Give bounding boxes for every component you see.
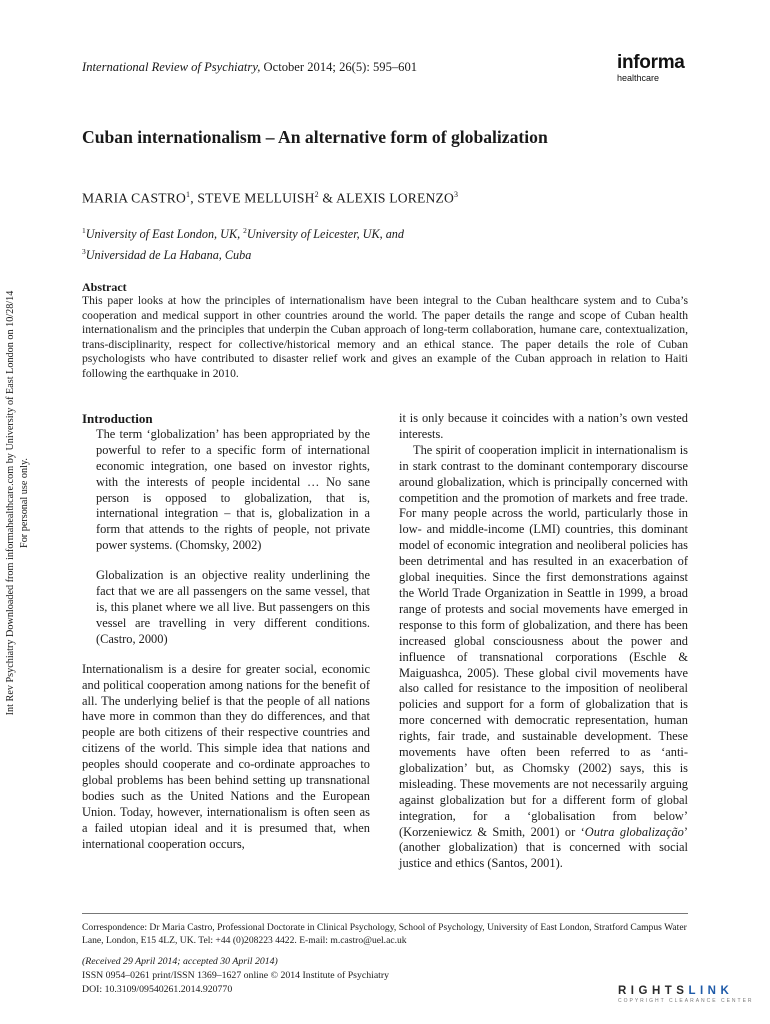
- author-name: STEVE MELLUISH: [197, 190, 315, 206]
- body-text: ’ (another globalization) that is concerned with social justice and ethics (Santos, 2001).: [399, 824, 688, 871]
- author-affiliation-mark: 3: [454, 190, 459, 199]
- body-text-italic: Outra globalização: [584, 824, 684, 839]
- author-separator: &: [318, 190, 337, 206]
- download-watermark-line2: For personal use only.: [19, 458, 30, 548]
- affiliations: [82, 222, 404, 264]
- article-title: Cuban internationalism – An alternative form of globalization: [82, 127, 548, 147]
- rightslink-word-link: LINK: [688, 985, 734, 997]
- affiliation-mark: 3: [82, 247, 86, 257]
- body-paragraph-continued: it is only because it coincides with a nation’s own vested interests.: [399, 411, 688, 441]
- author-name: MARIA CASTRO: [82, 190, 186, 206]
- body-text: The spirit of cooperation implicit in internationalism is in stark contrast to the dominant contemporary discourse around globalization, which is principally concerned with competition and the promotion of markets and free trade. For many people across the world, particularly those in low- and middle-income (LMI) countries, this dominant model of economic integration and neoliberal policies has been detrimental and has resulted in an exacerbation of global inequities. Since the first demonstrations against the World Trade Organization in Seattle in 1999, a broad range of protests and social movements have emerged in response to this form of globalization, and there has been increased global consciousness about the power and influence of transnational corporations (Eschle & Maiguashca, 2005). These global civil movements have also called for resistance to the imposition of neoliberal policies and support for a form of globalization that is more concerned with democratic representation, human rights, fair trade, and sustainable development. These movements have often been referred to as ‘anti-globalization’ but, as Chomsky (2002) says, this is misleading. These movements are not necessarily arguing against globalization but for a different form of global integration, for a ‘globalisation from below’ (Korzeniewicz & Smith, 2001) or ‘: [399, 442, 688, 839]
- rightslink-logo: [618, 985, 754, 1004]
- affiliation-mark: 2: [243, 226, 247, 235]
- rightslink-word-rights: RIGHTS: [618, 985, 689, 997]
- journal-citation: [82, 60, 417, 75]
- abstract-heading: Abstract: [82, 280, 127, 294]
- right-column: [399, 411, 688, 872]
- affiliation-mark: 1: [82, 226, 86, 235]
- affiliation-text: University of Leicester, UK, and: [246, 227, 404, 242]
- footnote-divider: [82, 913, 688, 914]
- section-heading-introduction: Introduction: [82, 411, 153, 426]
- left-column: [82, 411, 370, 853]
- author-affiliation-mark: 2: [314, 190, 319, 199]
- affiliation-text: University of East London, UK,: [85, 227, 244, 242]
- journal-details: October 2014; 26(5): 595–601: [260, 60, 418, 74]
- author-list: [82, 190, 458, 207]
- abstract-body: This paper looks at how the principles of internationalism have been integral to the Cuban healthcare system and to Cuba’s cooperation and medical support in other countries around the world. The paper details the range and scope of Cuban health internationalism and the principles that underpin the Cuban approach of long-term collaboration, humane care, contextualization, trans-disciplinarity, respect for collective/historical memory and an ethical stance. The paper details the role of Cuban psychologists who have contributed to disaster relief work and gives an example of the Cuban approach in relation to Haiti following the earthquake in 2010.: [82, 294, 688, 380]
- epigraph-quote-chomsky: The term ‘globalization’ has been appropriated by the powerful to refer to a specific form of international economic integration, one based on investor rights, with the interests of people incidental … No sane person is opposed to globalization, that is, international integration – that is, globalization in a form that attends to the rights of people, not private power systems. (Chomsky, 2002): [96, 426, 370, 553]
- publisher-logo: [617, 53, 685, 83]
- correspondence-note: Correspondence: Dr Maria Castro, Professional Doctorate in Clinical Psychology, School of Psychology, University of East London, Stratford Campus Water Lane, London, E15 4LZ, UK. Tel: +44 (0)208223 4422. E-mail: m.castro@uel.ac.uk: [82, 922, 687, 946]
- epigraph-quote-castro: Globalization is an objective reality underlining the fact that we are all passengers on the same vessel, that is, this planet where we all live. But passengers on this vessel are travelling in very different conditions. (Castro, 2000): [96, 568, 370, 646]
- publisher-logo-subtext: healthcare: [617, 73, 660, 83]
- affiliation-text: Universidad de La Habana, Cuba: [85, 248, 252, 263]
- affiliation-line: [82, 243, 404, 264]
- rightslink-tagline: COPYRIGHT CLEARANCE CENTER: [618, 998, 754, 1004]
- author-name: ALEXIS LORENZO: [336, 190, 455, 206]
- doi-line: DOI: 10.3109/09540261.2014.920770: [82, 984, 233, 995]
- body-paragraph: [399, 443, 688, 872]
- author-affiliation-mark: 1: [186, 190, 191, 199]
- received-dates: (Received 29 April 2014; accepted 30 April 2014): [82, 956, 278, 967]
- journal-name: International Review of Psychiatry,: [82, 60, 261, 74]
- download-watermark-line1: Int Rev Psychiatry Downloaded from informahealthcare.com by University of East London on 10/28/14: [5, 290, 16, 716]
- issn-line: ISSN 0954–0261 print/ISSN 1369–1627 online © 2014 Institute of Psychiatry: [82, 970, 390, 981]
- author-separator: ,: [190, 190, 198, 206]
- download-watermark: [0, 288, 32, 718]
- affiliation-line: [82, 222, 404, 243]
- publisher-logo-text: informa: [617, 52, 685, 73]
- rightslink-wordmark: [618, 985, 754, 997]
- body-paragraph: Internationalism is a desire for greater social, economic and political cooperation among nations for the benefit of all. The underlying belief is that the people of all nations have more in common than they do differences, and that people are both citizens of their respective countries and citizens of the world. This simple idea that nations and peoples should cooperate and co-ordinate approaches to global problems has been behind setting up transnational bodies such as the United Nations and the European Union. Today, however, internationalism is often seen as a failed utopian ideal and it is presumed that, when international cooperation occurs,: [82, 661, 370, 851]
